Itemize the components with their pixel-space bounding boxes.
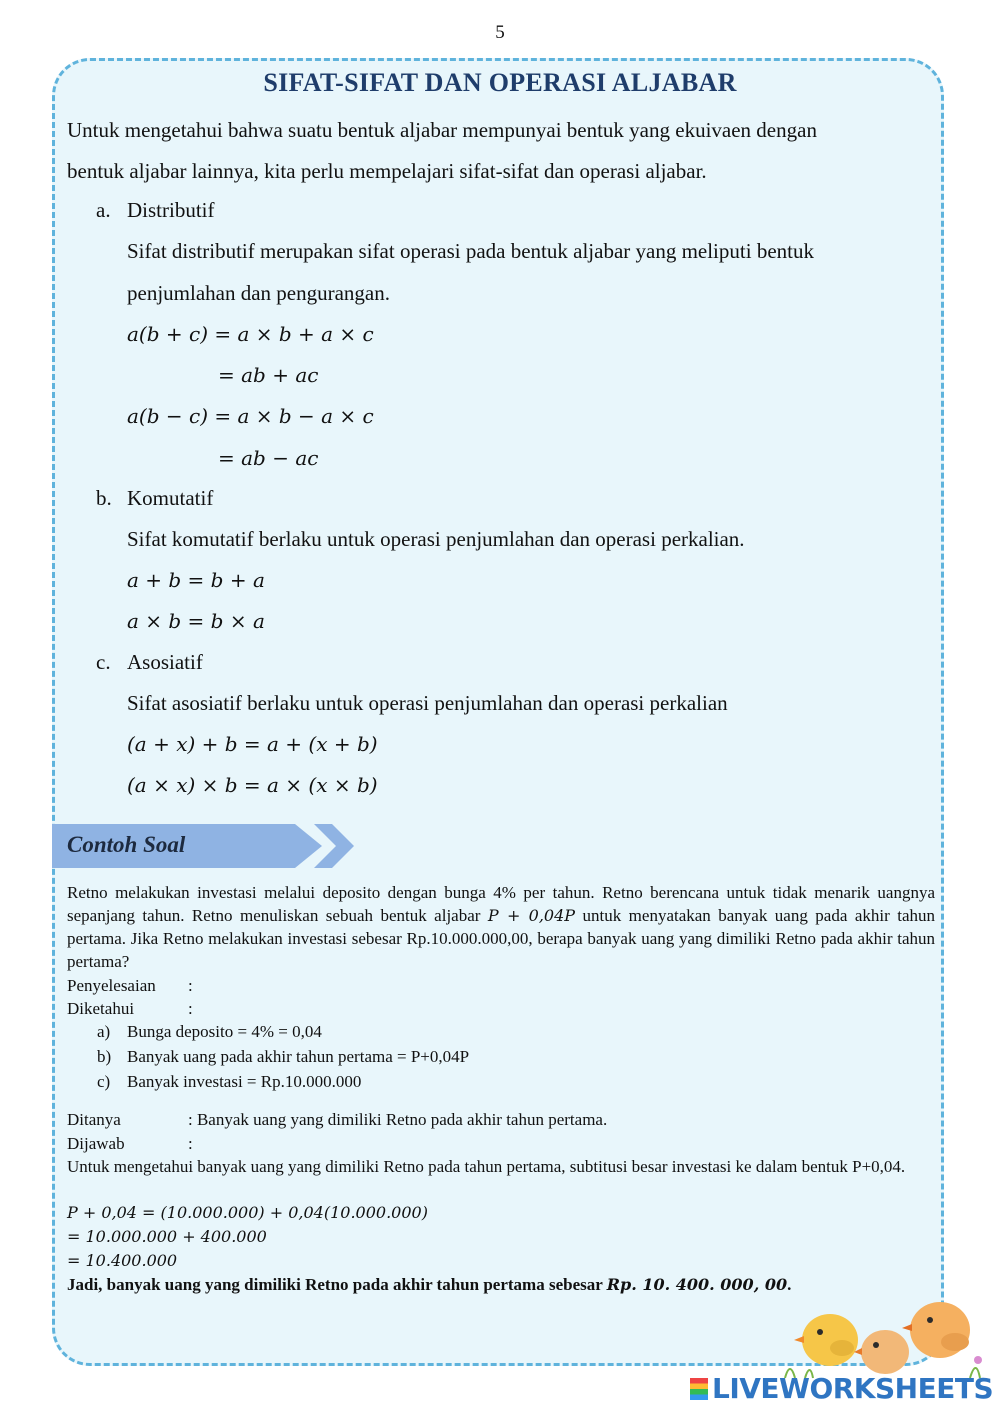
dijawab-row <box>67 1132 193 1155</box>
solution-text: Untuk mengetahui banyak uang yang dimiliki Retno pada tahun pertama, subtitusi besar investasi ke dalam bentuk P+0,04. <box>67 1157 906 1176</box>
chicks-illustration <box>780 1290 995 1380</box>
chick-left <box>794 1314 858 1366</box>
section-a-desc-1: Sifat distributif merupakan sifat operasi pada bentuk aljabar yang meliputi bentuk <box>127 239 814 263</box>
problem-text-2: untuk menyatakan banyak uang pada akhir tahun pertama. Jika Retno melakukan investasi sebesar Rp.10.000.000,00, berapa banyak uang yang dimiliki Retno pada akhir tahun pertama? <box>67 906 936 971</box>
conclusion-value: Rp. 10. 400. 000, 00 <box>606 1275 788 1294</box>
page-title: SIFAT-SIFAT DAN OPERASI ALJABAR <box>263 68 737 97</box>
chick-middle <box>854 1330 909 1374</box>
section-a-eq-2: = ab + ac <box>218 363 319 387</box>
calc-line-3: = 10.400.000 <box>67 1251 178 1270</box>
known-item-marker: b) <box>97 1047 112 1066</box>
section-a-marker: a. <box>96 198 111 222</box>
section-a-heading: Distributif <box>127 198 215 222</box>
calc-line-1: P + 0,04 = (10.000.000) + 0,04(10.000.000) <box>67 1203 428 1222</box>
intro-line-1: Untuk mengetahui bahwa suatu bentuk aljabar mempunyai bentuk yang ekuivaen dengan <box>67 118 817 142</box>
example-banner <box>52 824 352 868</box>
ditanya-row <box>67 1108 607 1131</box>
section-a-desc-2: penjumlahan dan pengurangan. <box>127 281 390 305</box>
section-a-eq-3: a(b − c) = a × b − a × c <box>127 404 374 428</box>
intro-line-2: bentuk aljabar lainnya, kita perlu mempelajari sifat-sifat dan operasi aljabar. <box>67 159 707 183</box>
known-item-text: Banyak investasi = Rp.10.000.000 <box>127 1072 362 1091</box>
conclusion <box>67 1273 791 1296</box>
calc-line-2: = 10.000.000 + 400.000 <box>67 1227 267 1246</box>
problem-statement <box>67 881 935 973</box>
known-item-text: Bunga deposito = 4% = 0,04 <box>127 1022 322 1041</box>
logo-icon <box>690 1378 708 1400</box>
penyelesaian-label: Penyelesaian <box>67 976 156 995</box>
section-c-eq-1: (a + x) + b = a + (x + b) <box>127 732 378 756</box>
penyelesaian-row <box>67 974 193 997</box>
logo-text: LIVEWORKSHEETS <box>712 1372 994 1405</box>
liveworksheets-logo <box>690 1372 993 1405</box>
example-banner-label: Contoh Soal <box>67 832 186 857</box>
section-b-eq-1: a + b = b + a <box>127 568 265 592</box>
conclusion-end: . <box>787 1275 792 1294</box>
problem-math: P + 0,04P <box>487 906 576 925</box>
diketahui-row <box>67 997 193 1020</box>
dijawab-label: Dijawab <box>67 1134 125 1153</box>
diketahui-label: Diketahui <box>67 999 135 1018</box>
diketahui-colon: : <box>188 999 193 1018</box>
section-c-desc: Sifat asosiatif berlaku untuk operasi penjumlahan dan operasi perkalian <box>127 691 728 715</box>
problem-text-1: Retno melakukan investasi melalui deposito dengan bunga 4% per tahun. Retno berencana untuk tidak menarik uangnya sepanjang tahun. Retno menuliskan sebuah bentuk aljabar <box>67 883 935 925</box>
section-b-eq-2: a × b = b × a <box>127 609 265 633</box>
section-a-eq-4: = ab − ac <box>218 446 319 470</box>
chick-right <box>902 1302 970 1358</box>
section-c-heading: Asosiatif <box>127 650 203 674</box>
conclusion-text: Jadi, banyak uang yang dimiliki Retno pada akhir tahun pertama sebesar <box>67 1275 607 1294</box>
section-b-desc: Sifat komutatif berlaku untuk operasi penjumlahan dan operasi perkalian. <box>127 527 745 551</box>
dijawab-colon: : <box>188 1134 193 1153</box>
section-b-marker: b. <box>96 486 112 510</box>
ditanya-label: Ditanya <box>67 1110 121 1129</box>
intro-paragraph <box>67 110 937 192</box>
known-item-text: Banyak uang pada akhir tahun pertama = P+0,04P <box>127 1047 470 1066</box>
penyelesaian-colon: : <box>188 976 193 995</box>
section-a-eq-1: a(b + c) = a × b + a × c <box>127 322 374 346</box>
known-item-marker: a) <box>97 1022 111 1041</box>
section-c-eq-2: (a × x) × b = a × (x × b) <box>127 773 378 797</box>
page-number: 5 <box>495 22 505 43</box>
ditanya-text: : Banyak uang yang dimiliki Retno pada akhir tahun pertama. <box>188 1110 608 1129</box>
section-c-marker: c. <box>96 650 111 674</box>
section-b-heading: Komutatif <box>127 486 214 510</box>
known-item-marker: c) <box>97 1072 111 1091</box>
